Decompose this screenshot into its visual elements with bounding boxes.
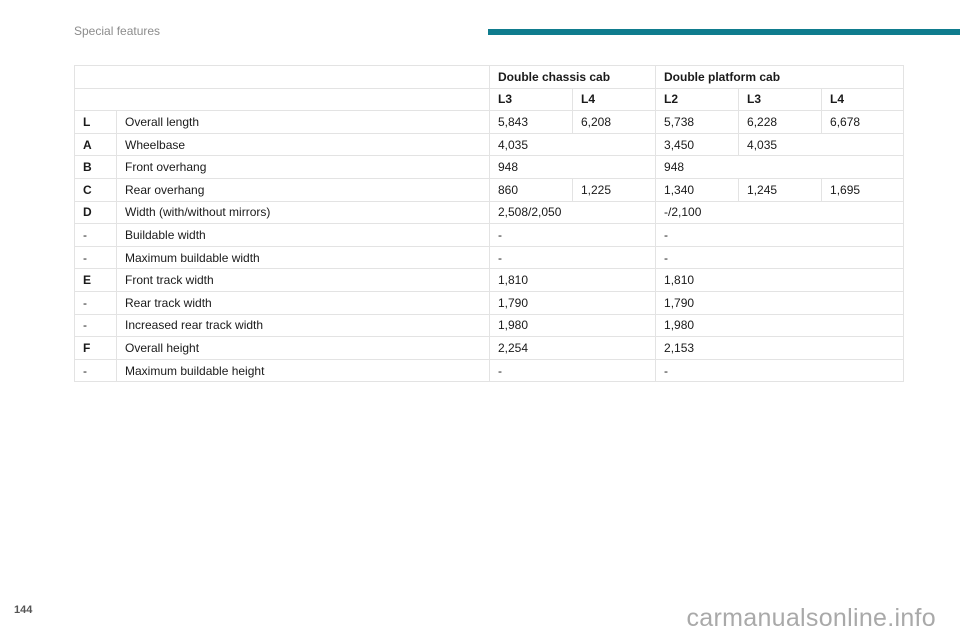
dimension-value-cell: 948 — [656, 156, 904, 179]
dimension-label-cell: Maximum buildable width — [117, 246, 490, 269]
watermark: carmanualsonline.info — [686, 604, 936, 632]
dimension-code-cell: A — [75, 133, 117, 156]
dimension-label-cell: Maximum buildable height — [117, 359, 490, 382]
dimension-value-cell: 2,254 — [490, 337, 656, 360]
dimension-value-cell: 1,340 — [656, 178, 739, 201]
dimension-code-cell: C — [75, 178, 117, 201]
dimension-value-cell: - — [490, 359, 656, 382]
dimension-value-cell: 6,228 — [739, 111, 822, 134]
table-row — [75, 111, 904, 134]
dimension-label-cell: Overall length — [117, 111, 490, 134]
dimension-value-cell: -/2,100 — [656, 201, 904, 224]
dimensions-table — [74, 65, 904, 382]
dimension-value-cell: 5,738 — [656, 111, 739, 134]
dimension-value-cell: 1,225 — [573, 178, 656, 201]
table-row — [75, 224, 904, 247]
dimension-label-cell: Wheelbase — [117, 133, 490, 156]
dimension-value-cell: 6,208 — [573, 111, 656, 134]
dimension-value-cell: - — [656, 224, 904, 247]
header-accent-bar — [488, 29, 960, 35]
dimension-label-cell: Overall height — [117, 337, 490, 360]
table-row — [75, 201, 904, 224]
section-title: Special features — [74, 24, 161, 38]
page-number: 144 — [14, 604, 33, 616]
table-row — [75, 269, 904, 292]
dimension-value-cell: 1,810 — [490, 269, 656, 292]
blank-header-cell — [75, 66, 490, 89]
dimension-value-cell: - — [490, 224, 656, 247]
dimension-value-cell: 1,245 — [739, 178, 822, 201]
version-header-cell: L4 — [822, 88, 904, 111]
dimension-value-cell: 1,980 — [490, 314, 656, 337]
dimension-code-cell: - — [75, 314, 117, 337]
version-header-cell: L4 — [573, 88, 656, 111]
blank-header-cell — [75, 88, 490, 111]
table-row — [75, 178, 904, 201]
dimension-code-cell: L — [75, 111, 117, 134]
dimension-value-cell: 6,678 — [822, 111, 904, 134]
dimension-value-cell: 1,790 — [490, 291, 656, 314]
table-row — [75, 314, 904, 337]
dimension-label-cell: Rear overhang — [117, 178, 490, 201]
table-row — [75, 337, 904, 360]
dimension-value-cell: 1,695 — [822, 178, 904, 201]
dimension-value-cell: - — [656, 246, 904, 269]
dimension-value-cell: 2,508/2,050 — [490, 201, 656, 224]
group-header-row — [75, 66, 904, 89]
dimension-value-cell: 948 — [490, 156, 656, 179]
dimension-value-cell: 4,035 — [739, 133, 904, 156]
dimension-value-cell: - — [490, 246, 656, 269]
group-header-double-chassis-cab: Double chassis cab — [490, 66, 656, 89]
dimension-label-cell: Rear track width — [117, 291, 490, 314]
table-row — [75, 359, 904, 382]
dimension-code-cell: F — [75, 337, 117, 360]
version-header-cell: L3 — [490, 88, 573, 111]
dimension-code-cell: B — [75, 156, 117, 179]
version-header-row — [75, 88, 904, 111]
dimension-value-cell: 860 — [490, 178, 573, 201]
dimension-value-cell: 1,980 — [656, 314, 904, 337]
dimension-label-cell: Front track width — [117, 269, 490, 292]
dimension-value-cell: 1,790 — [656, 291, 904, 314]
dimension-code-cell: - — [75, 291, 117, 314]
table-row — [75, 156, 904, 179]
version-header-cell: L3 — [739, 88, 822, 111]
dimension-value-cell: 2,153 — [656, 337, 904, 360]
dimension-label-cell: Front overhang — [117, 156, 490, 179]
group-header-double-platform-cab: Double platform cab — [656, 66, 904, 89]
dimension-value-cell: 4,035 — [490, 133, 656, 156]
dimension-code-cell: - — [75, 246, 117, 269]
dimension-label-cell: Buildable width — [117, 224, 490, 247]
dimension-code-cell: E — [75, 269, 117, 292]
table-row — [75, 246, 904, 269]
dimension-code-cell: - — [75, 224, 117, 247]
version-header-cell: L2 — [656, 88, 739, 111]
dimension-label-cell: Width (with/without mirrors) — [117, 201, 490, 224]
dimension-code-cell: - — [75, 359, 117, 382]
dimension-value-cell: 5,843 — [490, 111, 573, 134]
dimension-label-cell: Increased rear track width — [117, 314, 490, 337]
dimension-value-cell: 1,810 — [656, 269, 904, 292]
table-row — [75, 133, 904, 156]
dimension-value-cell: 3,450 — [656, 133, 739, 156]
dimension-code-cell: D — [75, 201, 117, 224]
dimension-value-cell: - — [656, 359, 904, 382]
table-row — [75, 291, 904, 314]
